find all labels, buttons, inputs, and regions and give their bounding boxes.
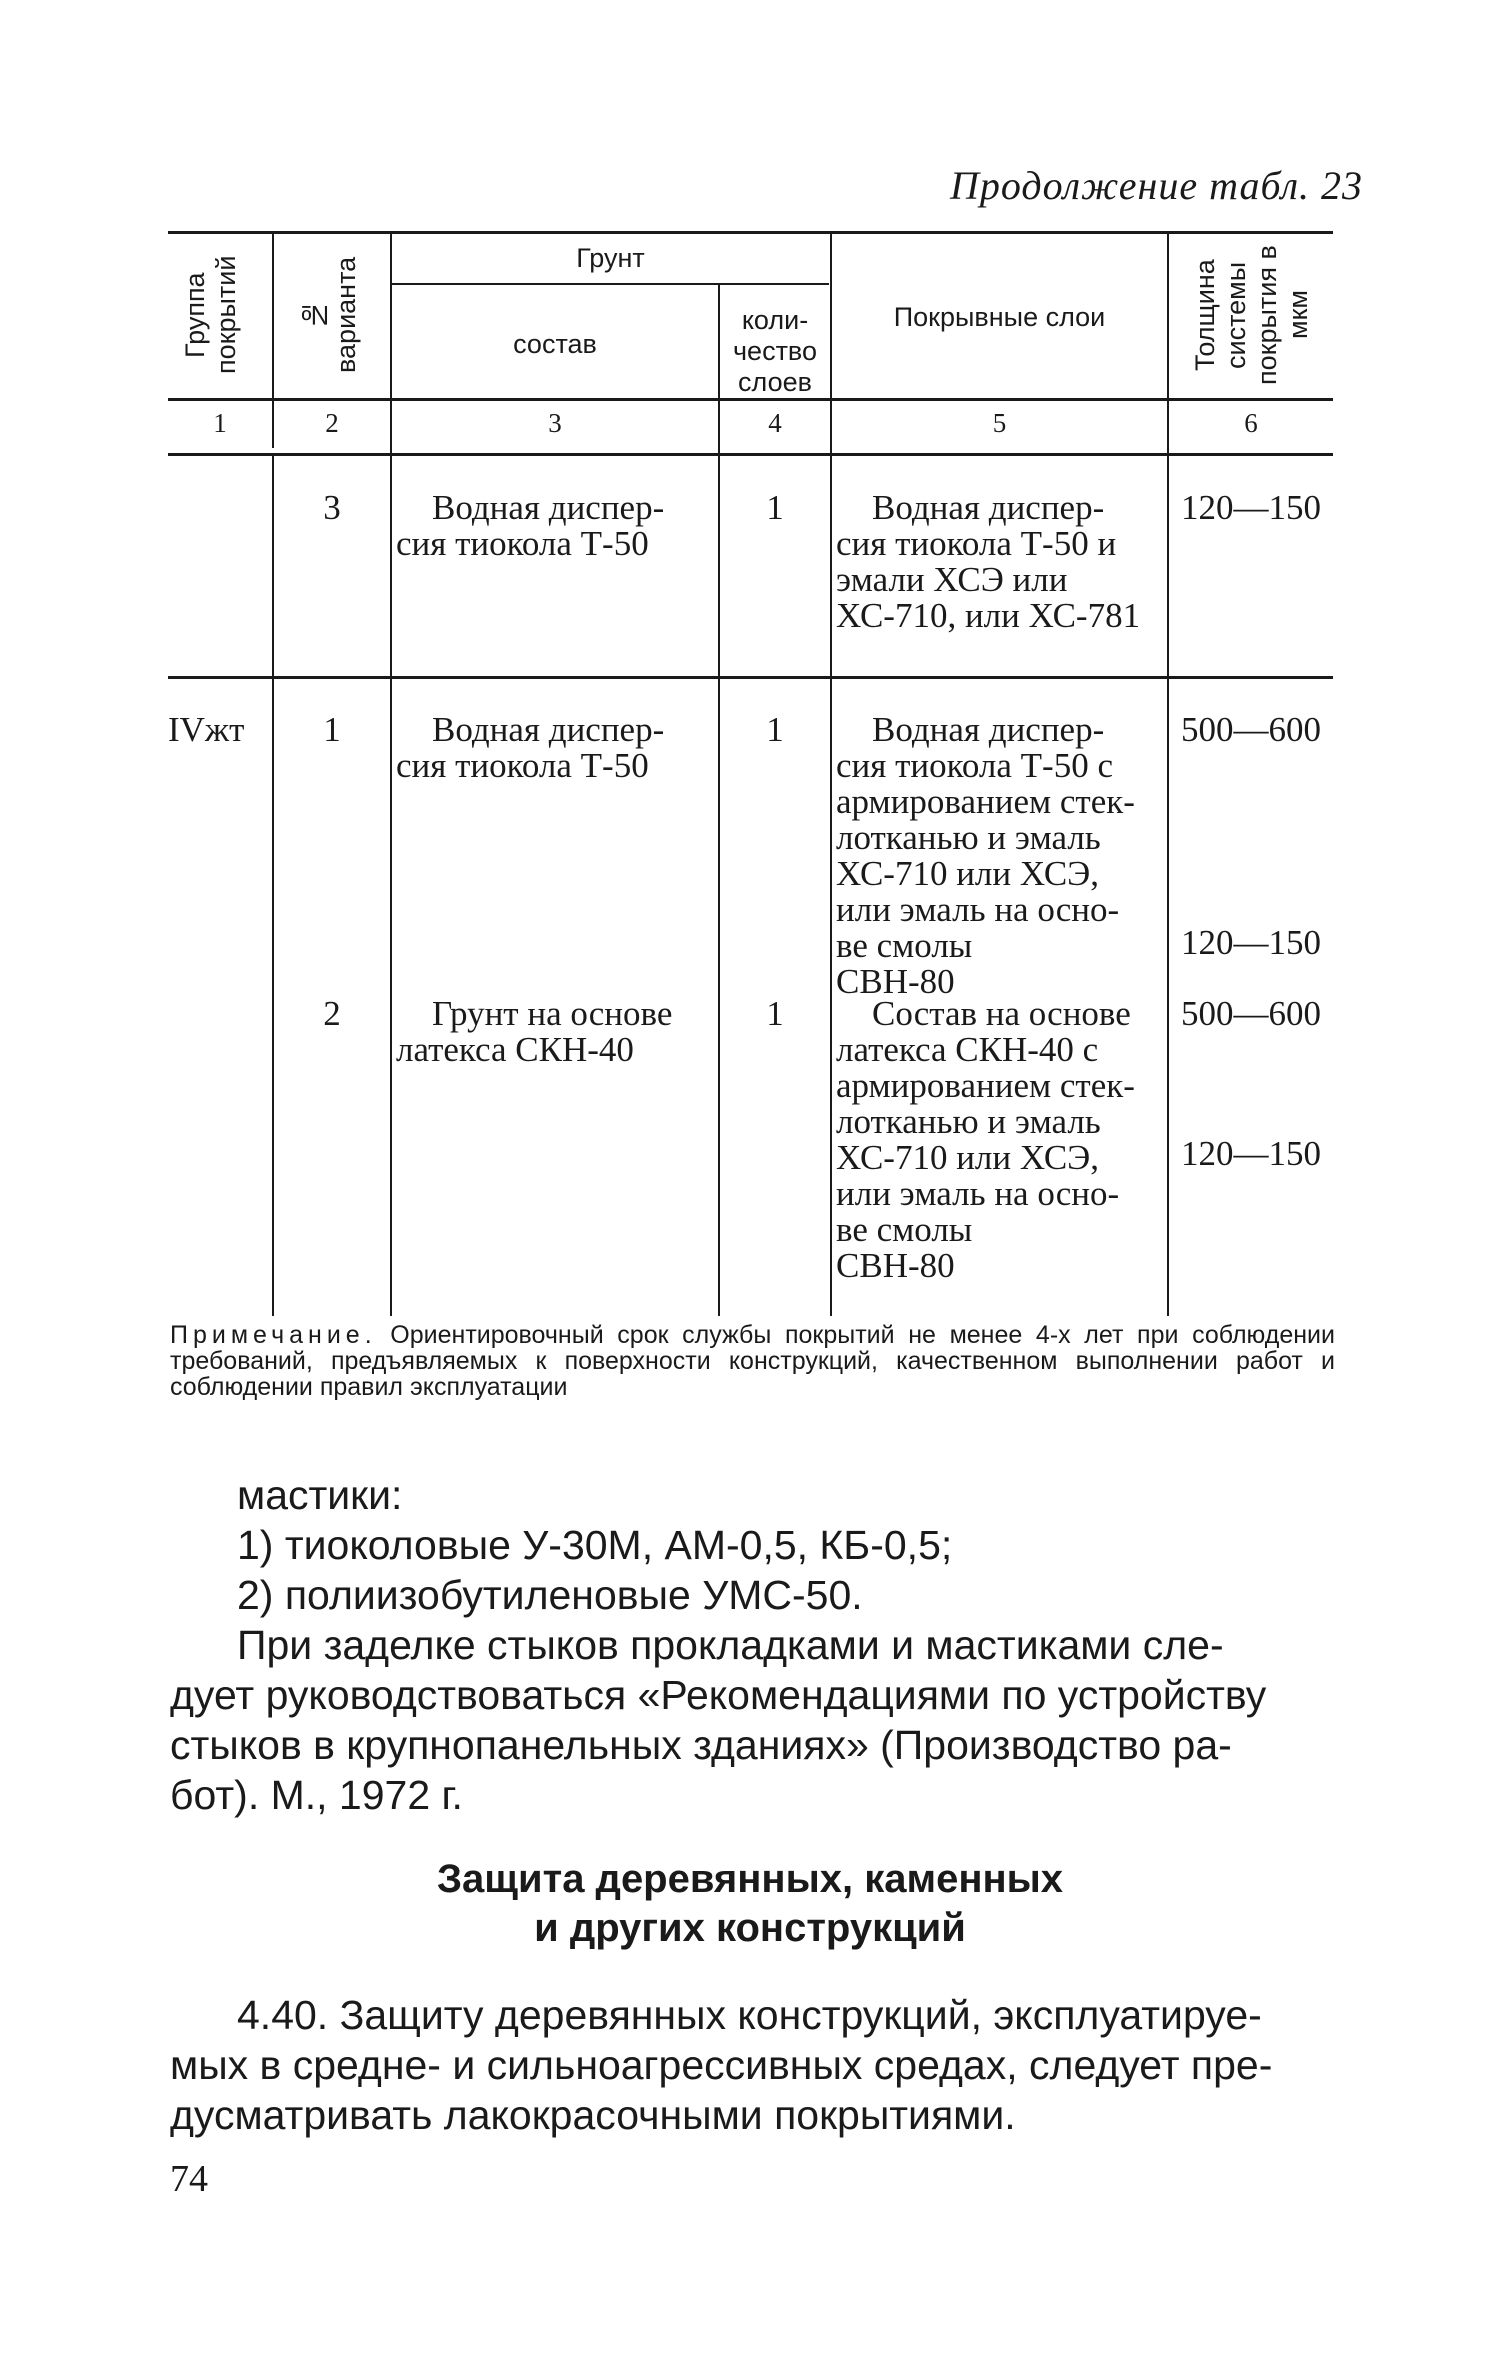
cell-line: или эмаль на осно- xyxy=(836,890,1120,929)
cell-thickness: 500—600 xyxy=(1181,710,1321,749)
cell-coating xyxy=(836,996,1164,1284)
cell-thickness: 500—600 xyxy=(1181,994,1321,1033)
note-text: Ориентировочный срок службы покрытий не менее 4-х лет при соблюдении требований, предъявляемых к поверхности конструкций, качественном выполнении работ и соблюдении правил эксплуатации xyxy=(170,1321,1335,1401)
column-number: 5 xyxy=(992,408,1007,438)
cell-line: армированием стек- xyxy=(836,1066,1135,1105)
cell-thickness: 120—150 xyxy=(1181,488,1321,527)
header-primer: Грунт xyxy=(576,243,645,273)
page-number: 74 xyxy=(170,2158,208,2200)
heading-line: Защита деревянных, каменных xyxy=(436,1857,1064,1901)
cell-composition xyxy=(396,996,714,1068)
cell-coating xyxy=(836,490,1164,634)
body-line: 2) полиизобутиленовые УМС-50. xyxy=(237,1572,863,1618)
primer-subheader-rule xyxy=(392,283,829,285)
column-number: 4 xyxy=(768,408,782,438)
note-label: Примечание. xyxy=(170,1321,377,1349)
column-number: 2 xyxy=(325,408,339,438)
cell-thickness: 120—150 xyxy=(1181,923,1321,962)
header-group: Группа покрытий xyxy=(180,255,241,375)
column-number: 6 xyxy=(1244,408,1258,438)
cell-line: Водная диспер- xyxy=(872,488,1105,527)
body-line: При заделке стыков прокладками и мастиками сле- xyxy=(237,1622,1224,1668)
cell-coating xyxy=(836,712,1164,1000)
section-paragraph xyxy=(170,1990,1335,2140)
body-paragraph xyxy=(170,1620,1335,1820)
cell-line: ХС-710, или ХС-781 xyxy=(836,596,1141,635)
cell-variant: 1 xyxy=(323,710,341,749)
table-continuation-caption: Продолжение табл. 23 xyxy=(950,163,1364,208)
table-top-rule xyxy=(168,231,1333,234)
cell-line: лотканью и эмаль xyxy=(836,1102,1101,1141)
header-count-line: слоев xyxy=(738,367,812,397)
cell-line: латекса СКН-40 с xyxy=(836,1030,1099,1069)
table-note xyxy=(170,1322,1335,1400)
cell-line: эмали ХСЭ или xyxy=(836,560,1068,599)
cell-group: IVжт xyxy=(168,710,245,749)
header-coating: Покрывные слои xyxy=(893,302,1106,332)
cell-variant: 3 xyxy=(323,488,341,527)
cell-line: сия тиокола Т-50 xyxy=(396,746,649,785)
cell-line: армированием стек- xyxy=(836,782,1135,821)
column-number: 1 xyxy=(213,408,227,438)
cell-count: 1 xyxy=(766,710,784,749)
cell-line: сия тиокола Т-50 и xyxy=(836,524,1117,563)
cell-count: 1 xyxy=(766,994,784,1033)
col-divider-4 xyxy=(830,233,832,1316)
cell-line: СВН-80 xyxy=(836,962,955,1001)
body-line: 4.40. Защиту деревянных конструкций, эксплуатируе- xyxy=(237,1992,1262,2038)
section-heading xyxy=(0,1855,1500,1953)
header-count-line: чество xyxy=(732,336,817,366)
body-line: дусматривать лакокрасочными покрытиями. xyxy=(170,2092,1016,2138)
header-variant: № варианта xyxy=(300,256,361,374)
column-number: 3 xyxy=(548,408,562,438)
body-line: дует руководствоваться «Рекомендациями по устройству xyxy=(170,1672,1267,1718)
cell-variant: 2 xyxy=(323,994,341,1033)
col-divider-1-body xyxy=(272,456,274,1316)
cell-line: ХС-710 или ХСЭ, xyxy=(836,854,1100,893)
header-bottom-rule xyxy=(168,398,1333,401)
cell-line: ХС-710 или ХСЭ, xyxy=(836,1138,1100,1177)
body-line: 1) тиоколовые У-30М, АМ-0,5, КБ-0,5; xyxy=(237,1522,953,1568)
header-thickness: Толщина системы покрытия в мкм xyxy=(1190,245,1313,385)
cell-line: Состав на основе xyxy=(872,994,1131,1033)
cell-line: СВН-80 xyxy=(836,1246,955,1285)
heading-line: и других конструкций xyxy=(534,1906,966,1950)
cell-line: Водная диспер- xyxy=(872,710,1105,749)
cell-line: ве смолы xyxy=(836,1210,973,1249)
cell-line: Водная диспер- xyxy=(432,710,665,749)
cell-line: Водная диспер- xyxy=(432,488,665,527)
body-line: мых в средне- и сильноагрессивных средах, следует пре- xyxy=(170,2042,1273,2088)
header-composition: состав xyxy=(513,329,597,359)
cell-count: 1 xyxy=(766,488,784,527)
cell-thickness: 120—150 xyxy=(1181,1134,1321,1173)
cell-composition xyxy=(396,712,714,784)
cell-line: или эмаль на осно- xyxy=(836,1174,1120,1213)
header-count xyxy=(720,305,830,398)
col-divider-2 xyxy=(390,233,392,1316)
cell-line: сия тиокола Т-50 xyxy=(396,524,649,563)
cell-line: сия тиокола Т-50 с xyxy=(836,746,1113,785)
row-separator-rule xyxy=(168,676,1333,679)
cell-composition xyxy=(396,490,714,562)
body-line: стыков в крупнопанельных зданиях» (Производство ра- xyxy=(170,1722,1232,1768)
cell-line: латекса СКН-40 xyxy=(396,1030,634,1069)
body-list xyxy=(237,1470,1337,1620)
colnum-bottom-rule xyxy=(168,453,1333,456)
body-line: бот). М., 1972 г. xyxy=(170,1772,463,1818)
cell-line: Грунт на основе xyxy=(432,994,673,1033)
cell-line: ве смолы xyxy=(836,926,973,965)
cell-line: лотканью и эмаль xyxy=(836,818,1101,857)
body-line: мастики: xyxy=(237,1472,403,1518)
col-divider-3 xyxy=(718,285,720,1316)
header-count-line: коли- xyxy=(741,305,809,335)
